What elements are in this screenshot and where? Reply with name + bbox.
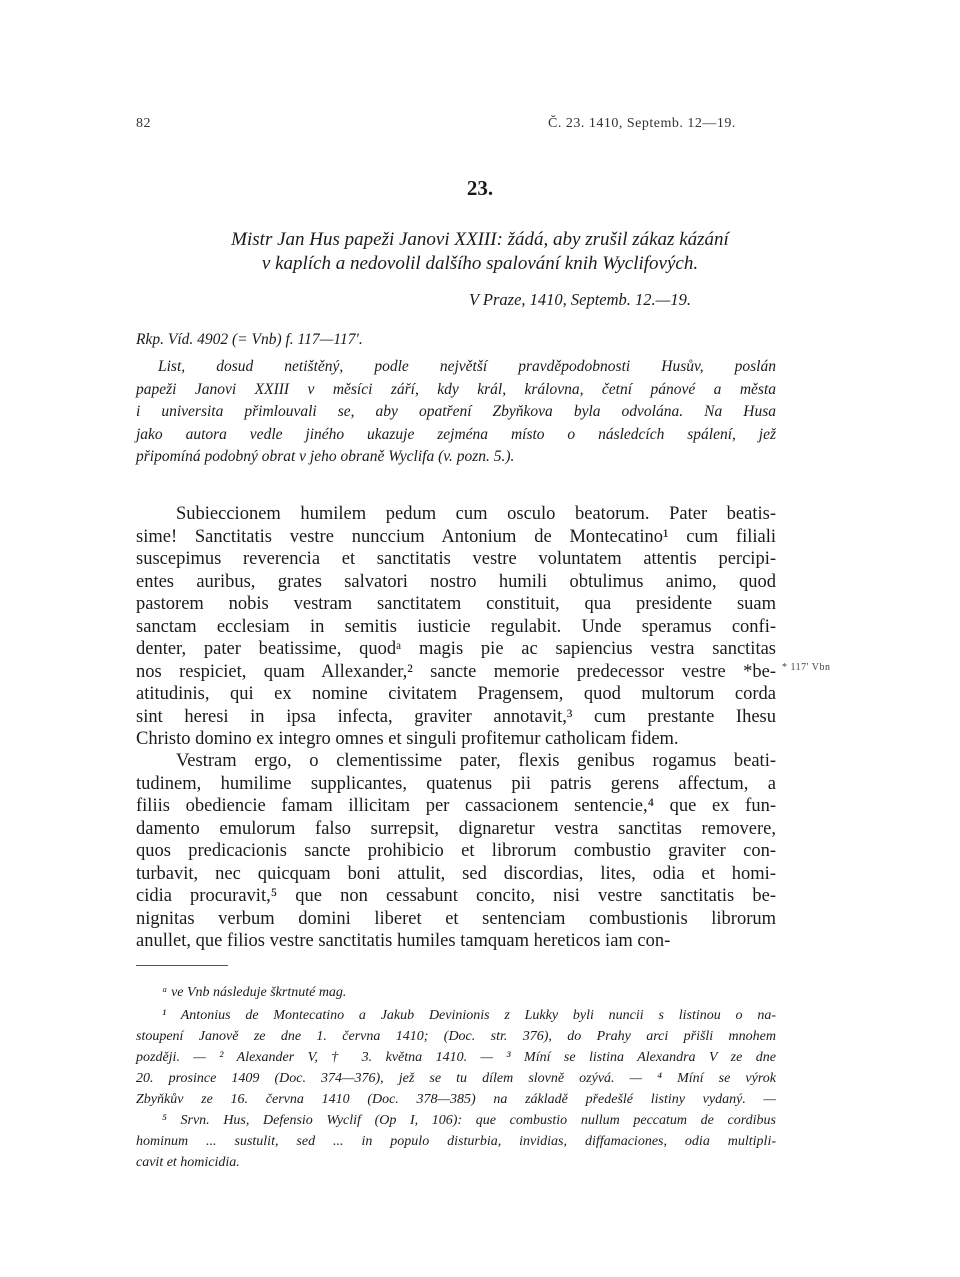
- text-line: nignitas verbum domini liberet et sentenciam combustionis librorum: [136, 908, 776, 929]
- running-head: Č. 23. 1410, Septemb. 12—19.: [548, 116, 736, 131]
- title-line: v kaplích a nedovolil dalšího spalování knih Wyclifových.: [261, 253, 699, 274]
- manuscript-reference: Rkp. Víd. 4902 (= Vnb) f. 117—117'.: [136, 331, 363, 348]
- text-line: damento emulorum falso surrepsit, dignaretur vestra sanctitas removere,: [136, 818, 776, 839]
- document-title: [150, 228, 810, 276]
- margin-folio-note: * 117' Vbn: [782, 662, 831, 673]
- letter-paragraph-2: [136, 750, 776, 953]
- footnotes: [136, 1005, 776, 1173]
- text-line: Subieccionem humilem pedum cum osculo beatorum. Pater beatis-: [176, 504, 776, 524]
- text-line: quos predicacionis sancte prohibicio et librorum combustio graviter con-: [136, 841, 776, 861]
- footnote-line: cavit et homicidia.: [136, 1155, 240, 1170]
- footnote-line: stoupení Janově ze dne 1. června 1410; (Doc. str. 376), do Prahy arci přišli mnohem: [136, 1029, 776, 1044]
- text-line: sint heresi in ipsa infecta, graviter annotavit,³ cum prestante Ihesu: [136, 706, 776, 727]
- text-line: nos respiciet, quam Allexander,² sancte memorie predecessor vestre *be-: [136, 661, 776, 682]
- footnote-line: hominum ... sustulit, sed ... in populo disturbia, invidias, diffamaciones, odia multipli-: [136, 1134, 776, 1149]
- text-line: suscepimus reverencia et sanctitatis vestre voluntatem attentis percipi-: [136, 549, 776, 569]
- text-line: anullet, que filios vestre sanctitatis humiles tamquam hereticos iam con-: [136, 931, 671, 951]
- letter-paragraph-1: [136, 503, 776, 751]
- text-line: Christo domino ex integro omnes et singuli profitemur catholicam fidem.: [136, 729, 679, 749]
- document-number: 23.: [466, 176, 494, 200]
- footnote-line: 20. prosince 1409 (Doc. 374—376), jež se tu dílem slovně ozývá. — ⁴ Míní se výrok: [136, 1071, 776, 1086]
- text-line: sime! Sanctitatis vestre nunccium Antonium de Montecatino¹ cum filiali: [136, 526, 776, 547]
- intro-line: připomíná podobný obrat v jeho obraně Wyclifa (v. pozn. 5.).: [136, 448, 515, 465]
- footnote-divider: [136, 965, 228, 966]
- text-line: cidia procuravit,⁵ que non cessabunt concito, nisi vestre sanctitatis be-: [136, 886, 776, 906]
- text-line: turbavit, nec quicquam boni attulit, sed discordias, lites, odia et homi-: [136, 863, 776, 884]
- footnote-line: Zbyňkův ze 16. června 1410 (Doc. 378—385) na základě předešlé listiny vydaný. —: [136, 1092, 776, 1107]
- text-line: atitudinis, qui ex nomine civitatem Pragensem, quod multorum corda: [136, 684, 776, 704]
- text-line: Vestram ergo, o clementissime pater, flexis genibus rogamus beati-: [176, 751, 776, 771]
- title-line: Mistr Jan Hus papeži Janovi XXIII: žádá, aby zrušil zákaz kázání: [231, 229, 729, 250]
- text-line: pastorem nobis vestram sanctitatem constituit, qua presidente suam: [136, 594, 776, 614]
- footnote-line: ¹ Antonius de Montecatino a Jakub Devinionis z Lukky byli nuncii s listinou o na-: [162, 1008, 776, 1023]
- text-line: entes auribus, grates salvatori nostro humili obtulimus animo, quod: [136, 571, 776, 592]
- footnote-a: ᵃ ve Vnb následuje škrtnuté mag.: [162, 985, 347, 1000]
- editorial-introduction: [136, 356, 776, 469]
- intro-line: jako autora vedle jiného ukazuje zejména místo o následcích spálení, jež: [136, 425, 776, 443]
- text-line: tudinem, humilime supplicantes, quatenus pii patris gerens affectum, a: [136, 773, 776, 794]
- place-date: V Praze, 1410, Septemb. 12.—19.: [469, 290, 691, 309]
- footnote-line: ⁵ Srvn. Hus, Defensio Wyclif (Op I, 106): que combustio nullum peccatum de cordibus: [162, 1113, 776, 1128]
- intro-line: i universita přimlouvali se, aby opatření Zbyňkova byla odvolána. Na Husa: [136, 403, 776, 420]
- footnote-line: později. — ² Alexander V, † 3. května 1410. — ³ Míní se listina Alexandra V ze dne: [136, 1050, 776, 1065]
- intro-line: List, dosud netištěný, podle největší pravděpodobnosti Husův, poslán: [158, 358, 776, 375]
- intro-line: papeži Janovi XXIII v měsíci září, kdy král, královna, četní pánové a města: [136, 380, 776, 398]
- text-line: filiis obediencie famam illicitam per cassacionem sentencie,⁴ que ex fun-: [136, 796, 776, 816]
- text-line: sanctam ecclesiam in semitis iusticie regulabit. Unde speramus confi-: [136, 616, 776, 637]
- text-line: denter, pater beatissime, quodᵃ magis pie ac sapiencius vestra sanctitas: [136, 639, 776, 659]
- page-number: 82: [136, 116, 151, 131]
